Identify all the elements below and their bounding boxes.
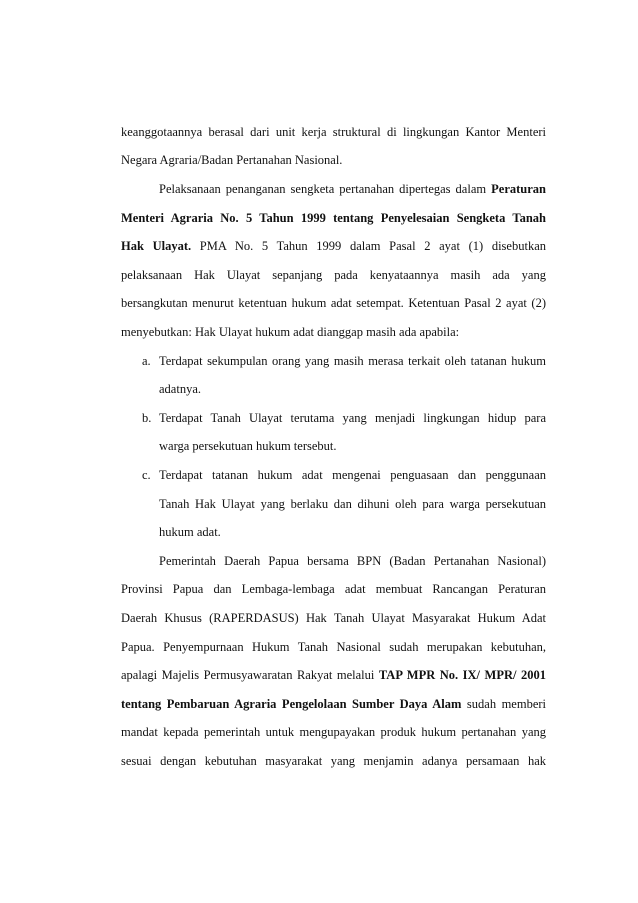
list-item: a. Terdapat sekumpulan orang yang masih merasa terkait oleh tatanan hukum bbox=[142, 354, 546, 368]
text-line: Papua. Penyempurnaan Hukum Tanah Nasional sudah merupakan kebutuhan, bbox=[121, 640, 546, 654]
text-line: pelaksanaan Hak Ulayat sepanjang pada kenyataannya masih ada yang bbox=[121, 268, 546, 282]
text-line: Pemerintah Daerah Papua bersama BPN (Badan Pertanahan Nasional) bbox=[159, 554, 546, 568]
text-line: Hak Ulayat. PMA No. 5 Tahun 1999 dalam Pasal 2 ayat (1) disebutkan bbox=[121, 239, 546, 253]
bold-text: Menteri Agraria No. 5 Tahun 1999 tentang Penyelesaian Sengketa Tanah bbox=[121, 211, 546, 225]
text-line bbox=[121, 210, 546, 226]
list-marker: a. bbox=[142, 354, 151, 368]
list-item-continuation: hukum adat. bbox=[159, 525, 221, 539]
text-line: Pelaksanaan penanganan sengketa pertanahan dipertegas dalam Peraturan bbox=[159, 182, 546, 196]
list-item: b. Terdapat Tanah Ulayat terutama yang menjadi lingkungan hidup para bbox=[142, 411, 546, 425]
list-item: c. Terdapat tatanan hukum adat mengenai penguasaan dan penggunaan bbox=[142, 468, 546, 482]
text-line: bersangkutan menurut ketentuan hukum adat setempat. Ketentuan Pasal 2 ayat (2) bbox=[121, 296, 546, 310]
list-item-continuation: adatnya. bbox=[159, 382, 201, 396]
text-line: tentang Pembaruan Agraria Pengelolaan Sumber Daya Alam sudah memberi bbox=[121, 697, 546, 711]
bold-text: Peraturan bbox=[491, 182, 546, 196]
text-line: menyebutkan: Hak Ulayat hukum adat dianggap masih ada apabila: bbox=[121, 325, 460, 339]
list-marker: c. bbox=[142, 468, 151, 482]
bold-text: Hak Ulayat. bbox=[121, 239, 192, 253]
bold-text: tentang Pembaruan Agraria Pengelolaan Sumber Daya Alam bbox=[121, 697, 462, 711]
list-marker: b. bbox=[142, 411, 152, 425]
bold-text: TAP MPR No. IX/ MPR/ 2001 bbox=[378, 668, 546, 682]
text-line: apalagi Majelis Permusyawaratan Rakyat melalui TAP MPR No. IX/ MPR/ 2001 bbox=[121, 668, 546, 682]
list-item-continuation: warga persekutuan hukum tersebut. bbox=[159, 439, 337, 453]
text-line: Daerah Khusus (RAPERDASUS) Hak Tanah Ulayat Masyarakat Hukum Adat bbox=[121, 611, 546, 625]
text-line: keanggotaannya berasal dari unit kerja struktural di lingkungan Kantor Menteri bbox=[121, 125, 546, 139]
text-line: sesuai dengan kebutuhan masyarakat yang menjamin adanya persamaan hak bbox=[121, 754, 546, 768]
text-line: Provinsi Papua dan Lembaga-lembaga adat membuat Rancangan Peraturan bbox=[121, 582, 546, 596]
text-line: mandat kepada pemerintah untuk mengupayakan produk hukum pertanahan yang bbox=[121, 725, 546, 739]
list-item-continuation: Tanah Hak Ulayat yang berlaku dan dihuni oleh para warga persekutuan bbox=[159, 497, 546, 511]
text-line: Negara Agraria/Badan Pertanahan Nasional. bbox=[121, 153, 343, 167]
